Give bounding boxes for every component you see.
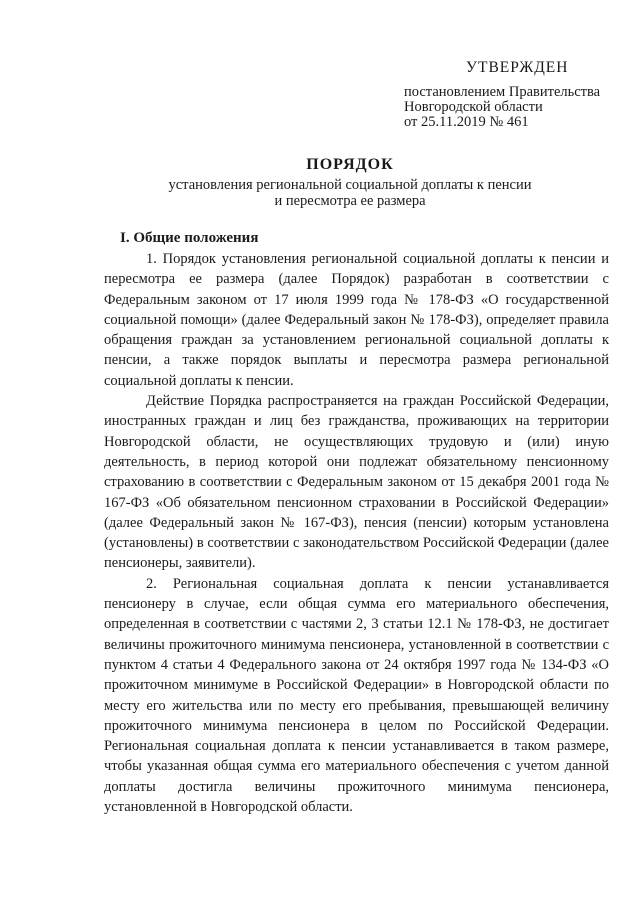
approval-stamp xyxy=(404,60,624,130)
paragraph-2: Действие Порядка распространяется на граждан Российской Федерации, иностранных граждан и лиц без гражданства, проживающих на территории Новгородской области, не осуществляющих трудовую и (или) иную деятельность, в период которой они подлежат обязательному пенсионному страхованию в соответствии с Федеральным законом от 15 декабря 2001 года № 167-ФЗ «Об обязательном пенсионном страховании в Российской Федерации» (далее Федеральный закон № 167-ФЗ), пенсия (пенсии) которым установлена (установлены) в соответствии с законодательством Российской Федерации (далее пенсионеры, заявители). xyxy=(104,393,609,572)
document-subtitle-line-1: установления региональной социальной доплаты к пенсии xyxy=(168,177,532,193)
paragraph-3: 2. Региональная социальная доплата к пенсии устанавливается пенсионеру в случае, если общая сумма его материального обеспечения, определенная в соответствии с частями 2, 3 статьи 12.1 № 178-ФЗ, не достигает величины прожиточного минимума пенсионера, установленной в соответствии с пунктом 4 статьи 4 Федерального закона от 24 октября 1997 года № 134-ФЗ «О прожиточном минимуме в Российской Федерации» в Новгородской области по месту его жительства или по месту его пребывания, превышающей величину прожиточного минимума пенсионера в целом по Российской Федерации. Региональная социальная доплата к пенсии устанавливается в таком размере, чтобы указанная общая сумма его материального обеспечения с учетом данной доплаты достигла величины прожиточного минимума пенсионера, установленной в Новгородской области. xyxy=(104,575,609,816)
approved-title: УТВЕРЖДЕН xyxy=(466,59,569,76)
document-heading xyxy=(100,156,600,209)
document-subtitle-line-2: и пересмотра ее размера xyxy=(274,193,426,209)
section-heading: I. Общие положения xyxy=(120,230,259,246)
approval-line-3: от 25.11.2019 № 461 xyxy=(404,114,529,130)
document-title: ПОРЯДОК xyxy=(306,156,394,173)
document-body xyxy=(104,228,609,817)
paragraph-1: 1. Порядок установления региональной социальной доплаты к пенсии и пересмотра ее размера (далее Порядок) разработан в соответствии с Федеральным законом от 17 июля 1999 года № 178-ФЗ «О государственной социальной помощи» (далее Федеральный закон № 178-ФЗ), определяет правила обращения граждан за установлением региональной социальной доплаты к пенсии, а также порядок выплаты и пересмотра размера региональной социальной доплаты к пенсии. xyxy=(104,251,609,389)
approval-line-1: постановлением Правительства xyxy=(404,84,601,100)
approval-line-2: Новгородской области xyxy=(404,99,543,115)
